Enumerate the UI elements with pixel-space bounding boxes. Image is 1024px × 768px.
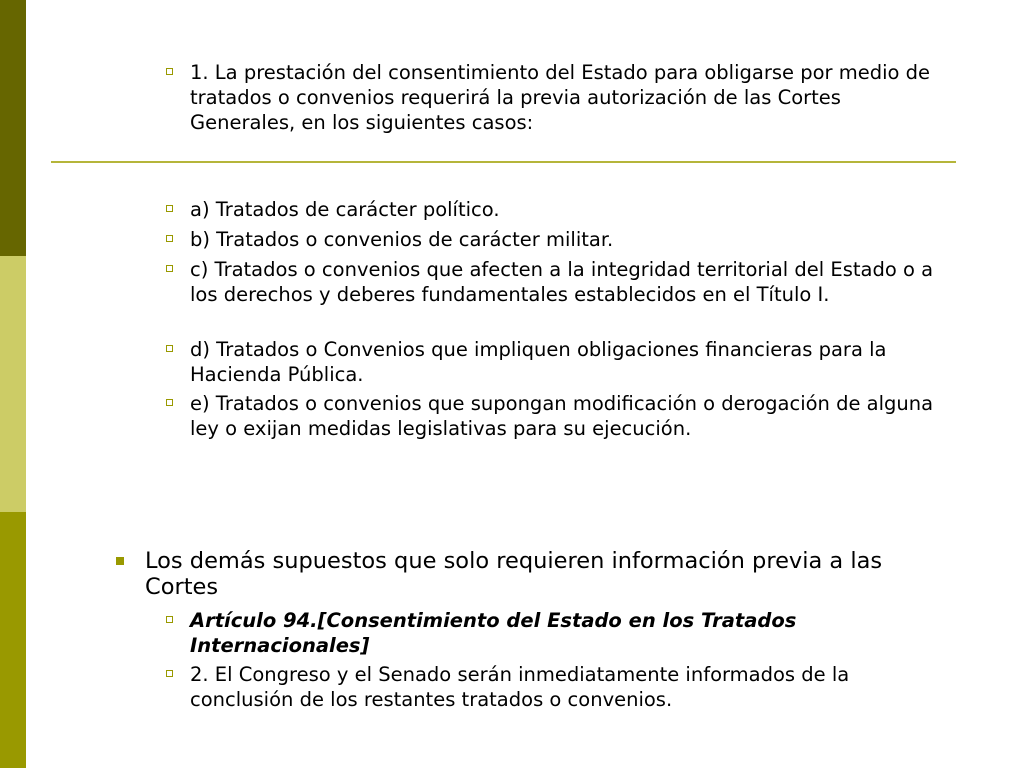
hollow-square-bullet-icon [166,265,173,272]
hollow-square-bullet-icon [166,205,173,212]
divider-line [51,161,956,163]
article-title-item [190,608,950,658]
hollow-square-bullet-icon [166,670,173,677]
other-heading-text: Los demás supuestos que solo requieren información previa a las Cortes [145,548,883,600]
sidebar-band-middle [0,256,26,512]
case-item-e [190,391,950,441]
case-text: a) Tratados de carácter político. [190,198,500,221]
article-text-item [190,662,950,712]
case-item-b [190,227,950,252]
case-text: e) Tratados o convenios que supongan modificación o derogación de alguna ley o exijan medidas legislativas para su ejecución. [190,392,934,440]
hollow-square-bullet-icon [166,235,173,242]
hollow-square-bullet-icon [166,616,173,623]
solid-square-bullet-icon [116,557,124,565]
article-title: Artículo 94.[Consentimiento del Estado en los Tratados Internacionales] [190,609,797,657]
intro-paragraph [190,60,950,135]
hollow-square-bullet-icon [166,345,173,352]
case-text: d) Tratados o Convenios que impliquen obligaciones financieras para la Hacienda Pública. [190,338,887,386]
case-item-c [190,257,950,307]
hollow-square-bullet-icon [166,399,173,406]
case-item-d [190,337,950,387]
sidebar-band-bottom [0,512,26,768]
other-cases-heading [145,548,955,600]
case-text: b) Tratados o convenios de carácter militar. [190,228,614,251]
sidebar-band-top [0,0,26,256]
case-text: c) Tratados o convenios que afecten a la integridad territorial del Estado o a los derechos y deberes fundamentales establecidos en el Título I. [190,258,934,306]
case-item-a [190,197,950,222]
intro-text: 1. La prestación del consentimiento del Estado para obligarse por medio de tratados o convenios requerirá la previa autorización de las Cortes Generales, en los siguientes casos: [190,61,931,134]
article-text: 2. El Congreso y el Senado serán inmediatamente informados de la conclusión de los restantes tratados o convenios. [190,663,850,711]
hollow-square-bullet-icon [166,68,173,75]
